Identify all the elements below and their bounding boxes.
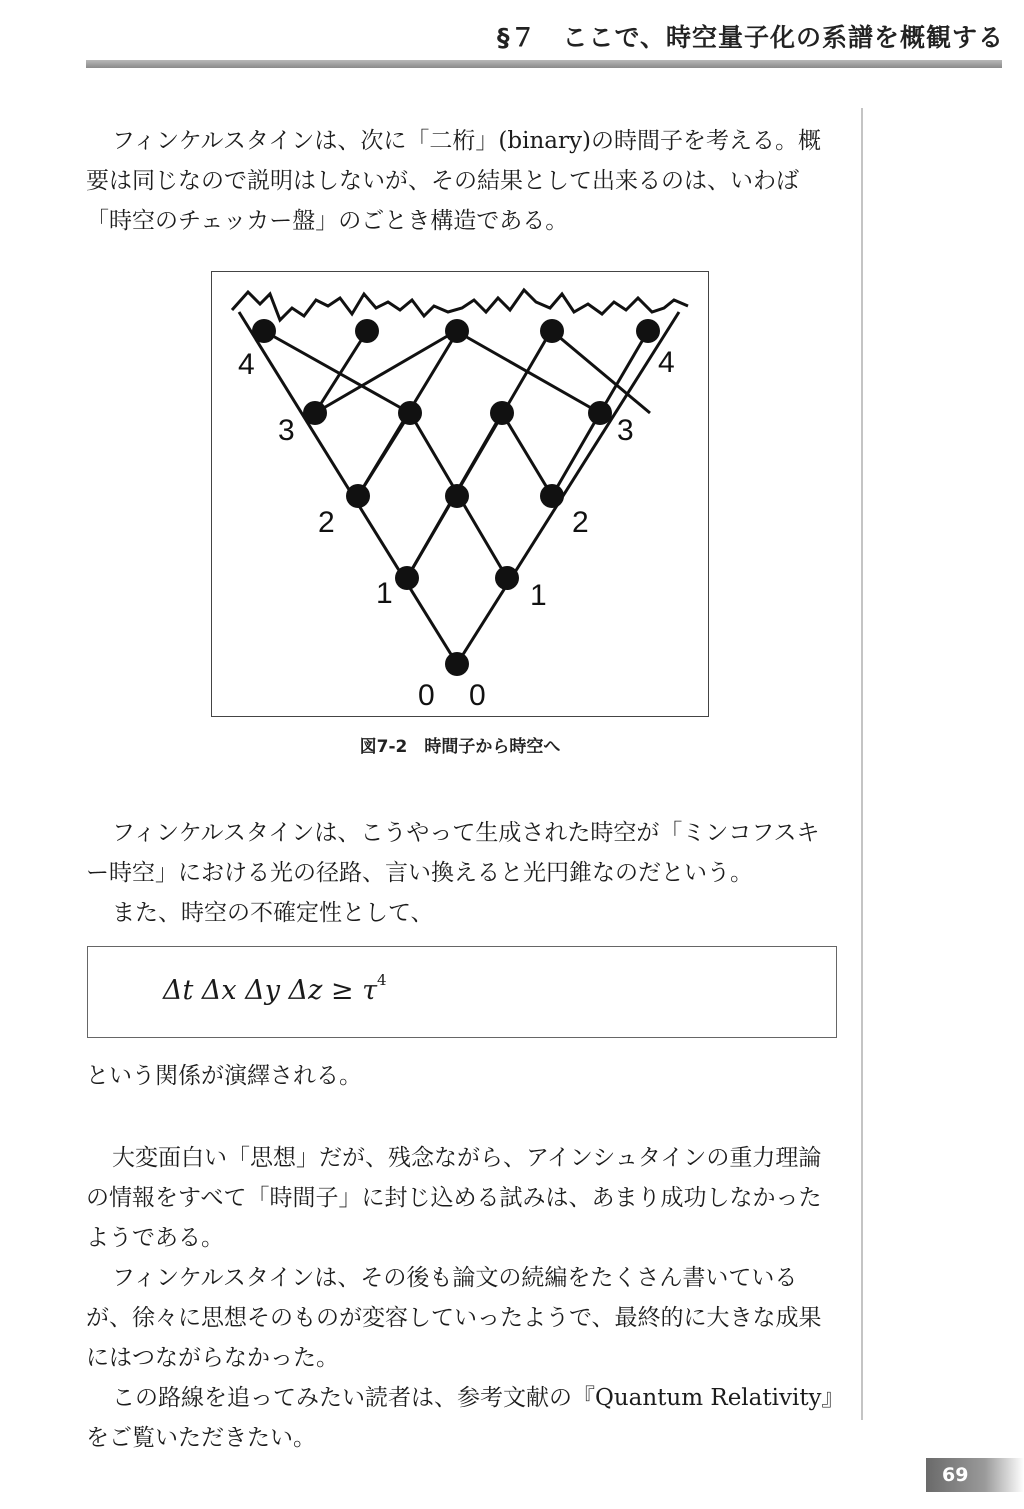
label-right-1: 1 — [530, 579, 547, 612]
paragraph: フィンケルスタインは、次に「二桁」(binary)の時間子を考える。概要は同じなので説明はしないが、その結果として出来るのは、いわば「時空のチェッカー盤」のごとき構造である。 — [86, 128, 821, 234]
node — [346, 484, 370, 508]
label-left-4: 4 — [238, 348, 255, 381]
label-left-3: 3 — [278, 414, 295, 447]
paragraph: という関係が演繹される。 — [86, 1063, 362, 1089]
label-left-2: 2 — [318, 506, 335, 539]
node — [445, 484, 469, 508]
label-right-3: 3 — [617, 414, 634, 447]
paragraph: また、時空の不確定性として、 — [112, 900, 434, 926]
formula-exponent: 4 — [377, 971, 387, 989]
node — [490, 401, 514, 425]
node — [540, 484, 564, 508]
uncertainty-formula — [163, 971, 387, 1006]
node — [395, 566, 419, 590]
margin-rule — [861, 108, 863, 1420]
node — [588, 401, 612, 425]
formula-box — [87, 946, 837, 1038]
figure-7-2 — [211, 271, 709, 717]
node — [303, 401, 327, 425]
node — [540, 319, 564, 343]
middle-text — [86, 813, 838, 933]
paragraph: 大変面白い「思想」だが、残念ながら、アインシュタインの重力理論の情報をすべて「時間子」に封じ込める試みは、あまり成功しなかったようである。 — [86, 1145, 822, 1251]
formula-expression: Δt Δx Δy Δz ≥ τ — [163, 975, 378, 1006]
paragraph: フィンケルスタインは、その後も論文の続編をたくさん書いているが、徐々に思想そのものが変容していったようで、最終的に大きな成果にはつながらなかった。 — [86, 1265, 822, 1371]
node — [445, 319, 469, 343]
after-formula-text — [86, 1056, 838, 1096]
chapter-header: §７ ここで、時空量子化の系譜を概観する — [496, 23, 1004, 52]
node — [495, 566, 519, 590]
closing-text — [86, 1138, 838, 1458]
header-rule — [86, 60, 1002, 68]
checkerboard-diagram — [212, 272, 710, 718]
label-right-4: 4 — [658, 346, 675, 379]
intro-text — [86, 121, 838, 241]
node — [355, 319, 379, 343]
page-number: 69 — [926, 1458, 1024, 1492]
label-bottom-0-right: 0 — [469, 679, 486, 712]
label-bottom-0-left: 0 — [418, 679, 435, 712]
node — [398, 401, 422, 425]
nodes — [252, 319, 660, 676]
node — [252, 319, 276, 343]
paragraph: フィンケルスタインは、こうやって生成された時空が「ミンコフスキー時空」における光の径路、言い換えると光円錐なのだという。 — [86, 820, 820, 886]
jagged-top-line — [232, 290, 688, 320]
node — [445, 652, 469, 676]
label-right-2: 2 — [572, 506, 589, 539]
paragraph: この路線を追ってみたい読者は、参考文献の『Quantum Relativity』をご覧いただきたい。 — [86, 1385, 834, 1451]
node — [636, 319, 660, 343]
label-left-1: 1 — [376, 577, 393, 610]
figure-caption: 図7-2 時間子から時空へ — [359, 737, 561, 757]
